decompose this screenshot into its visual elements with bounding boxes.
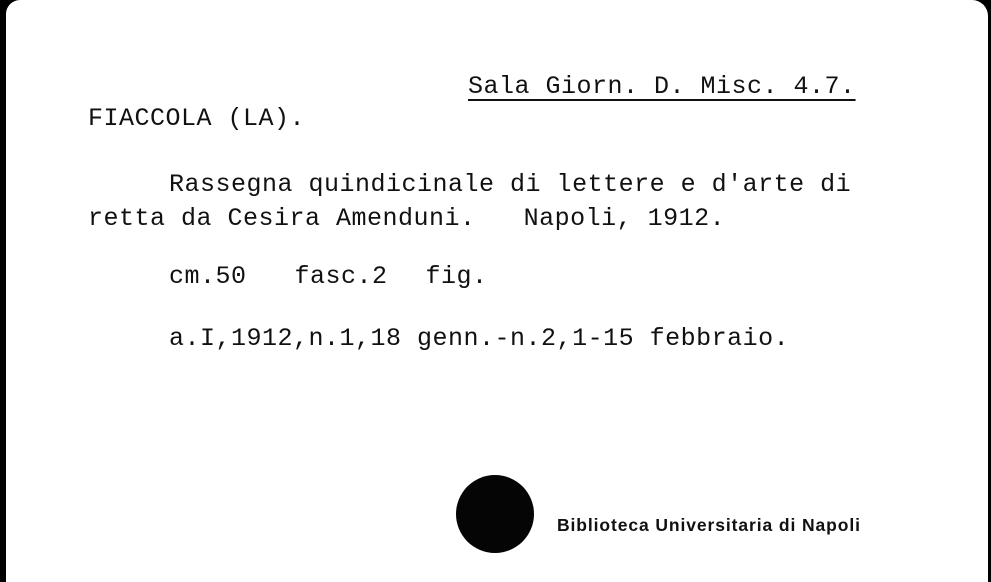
library-stamp-seal (456, 475, 534, 553)
imprint: Napoli, 1912. (523, 204, 726, 233)
shelfmark: Sala Giorn. D. Misc. 4.7. (468, 72, 856, 101)
issue-count: fasc.2 (294, 262, 388, 291)
physical-description (169, 262, 488, 291)
title-heading: FIACCOLA (LA). (88, 104, 306, 133)
description-line-1: Rassegna quindicinale di lettere e d'arte di (169, 170, 852, 199)
editor-statement: retta da Cesira Amenduni. (88, 204, 476, 233)
catalog-card (6, 0, 988, 582)
library-stamp-text: Biblioteca Universitaria di Napoli (557, 515, 861, 535)
description-line-2 (88, 204, 725, 233)
illustrations: fig. (425, 262, 488, 291)
holdings: a.I,1912,n.1,18 genn.-n.2,1-15 febbraio. (169, 324, 790, 353)
size: cm.50 (169, 262, 247, 291)
